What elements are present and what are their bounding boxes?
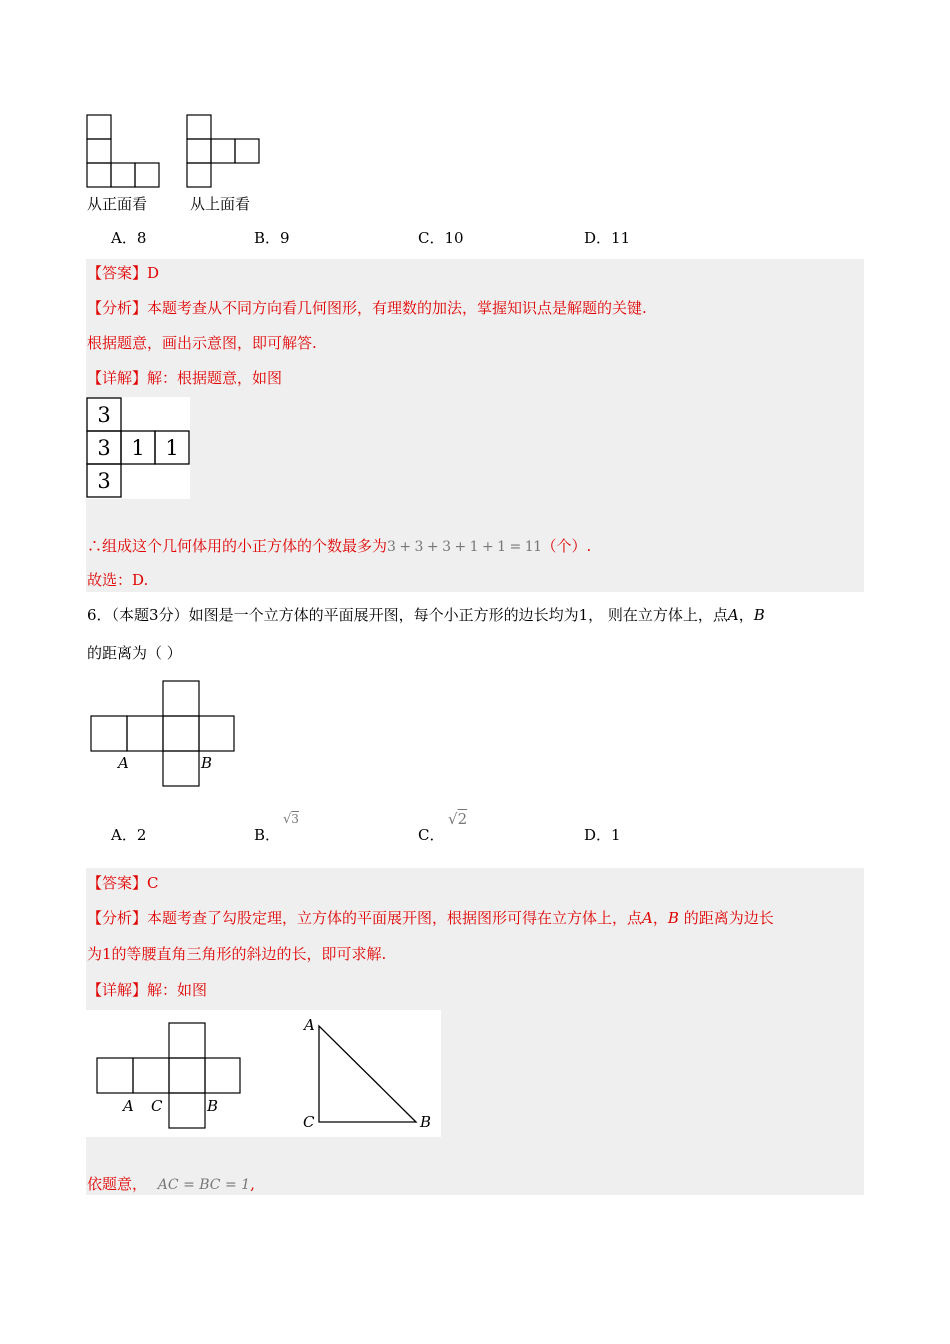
q6-right-triangle: [300, 1012, 440, 1136]
net2-label-a: A: [123, 1097, 134, 1115]
q5-option-d[interactable]: D．11: [584, 229, 631, 247]
q6-analysis: 【分析】本题考查了勾股定理，立方体的平面展开图，根据图形可得在立方体上，点A，B 的距离为边长: [87, 909, 774, 927]
net2-label-b: B: [207, 1097, 219, 1115]
triangle-label-b: B: [420, 1113, 432, 1131]
front-view-figure: [86, 114, 166, 190]
q6-detail: 【详解】解：如图: [87, 981, 208, 999]
triangle-label-a: A: [304, 1016, 315, 1034]
q5-final-choice: 故选：D.: [87, 571, 149, 589]
q5-option-a[interactable]: A．8: [111, 229, 147, 247]
grid-cell-value: 1: [165, 436, 179, 460]
q5-detail: 【详解】解：根据题意，如图: [87, 369, 283, 387]
q6-cube-net: [90, 678, 238, 790]
net-label-b: B: [201, 754, 213, 772]
q6-given-math: AC = BC = 1: [157, 1177, 251, 1193]
q5-conclusion: ∴组成这个几何体用的小正方体的个数最多为3 + 3 + 3 + 1 + 1 = 11（个）.: [87, 537, 592, 555]
top-view-figure: [186, 114, 266, 190]
q5-option-b[interactable]: B．9: [254, 229, 290, 247]
q5-conclusion-math: 3 + 3 + 3 + 1 + 1 = 11: [387, 539, 542, 555]
q6-stem-line2: 的距离为（ ）: [87, 644, 182, 662]
q6-option-b-sqrt: √3: [283, 812, 299, 827]
q6-option-c-sqrt: √2: [448, 810, 468, 828]
net2-label-c: C: [151, 1097, 163, 1115]
q5-analysis-line2: 根据题意，画出示意图，即可解答.: [87, 334, 317, 352]
q6-option-b[interactable]: B．: [254, 826, 281, 844]
q6-given: 依题意， AC = BC = 1,: [87, 1175, 255, 1193]
q6-option-d[interactable]: D．1: [584, 826, 621, 844]
q6-answer: 【答案】C: [87, 874, 159, 892]
triangle-label-c: C: [303, 1113, 315, 1131]
q6-option-c[interactable]: C．: [418, 826, 445, 844]
top-view-caption: 从上面看: [190, 195, 251, 213]
grid-cell-value: 1: [131, 436, 145, 460]
grid-cell-value: 3: [97, 403, 111, 427]
net-label-a: A: [118, 754, 129, 772]
grid-cell-value: 3: [97, 436, 111, 460]
q6-stem: 6．（本题3分）如图是一个立方体的平面展开图，每个小正方形的边长均为1， 则在立方体上，点A，B: [87, 606, 765, 624]
q5-number-grid: [86, 397, 192, 501]
front-view-caption: 从正面看: [87, 195, 148, 213]
q5-option-c[interactable]: C．10: [418, 229, 464, 247]
q6-option-a[interactable]: A．2: [111, 826, 147, 844]
q6-analysis-line2: 为1的等腰直角三角形的斜边的长，即可求解.: [87, 945, 387, 963]
q6-detail-net: [94, 1018, 244, 1133]
q5-answer: 【答案】D: [87, 264, 160, 282]
q5-analysis: 【分析】本题考查从不同方向看几何图形，有理数的加法，掌握知识点是解题的关键.: [87, 299, 647, 317]
grid-cell-value: 3: [97, 469, 111, 493]
